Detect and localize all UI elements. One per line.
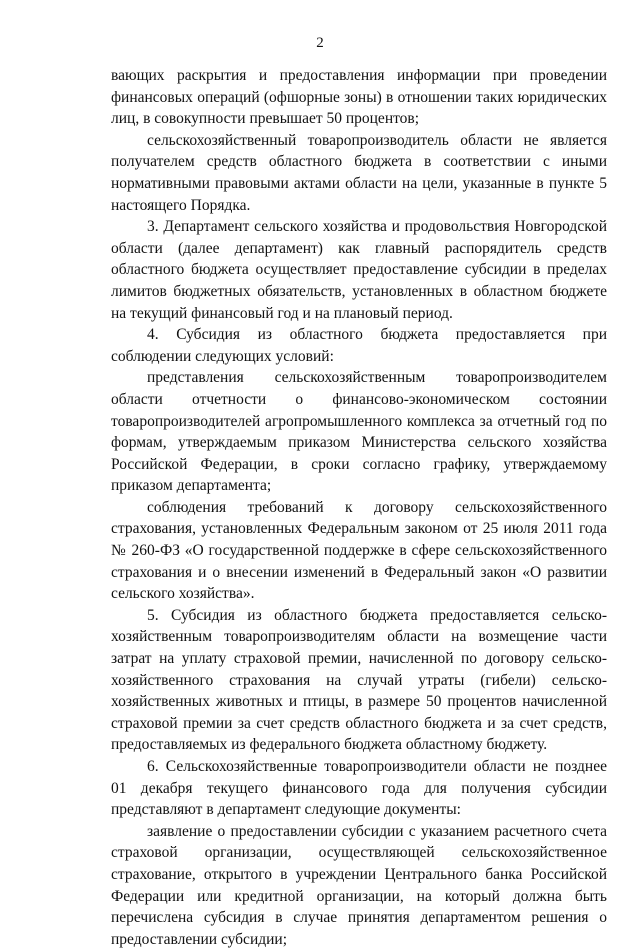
paragraph-application: заявление о предоставлении субсидии с указанием расчетного счета страховой организации, осуществляющей сельскохозяйственное страхование, открытого в учреждении Центрального банка Российской Федерации или кредитной организации, на который должна быть перечислена субсидия в случае принятия департаментом решения о предоставлении субсидии; [111,822,607,948]
paragraph-condition-not-recipient: сельскохозяйственный товаропроизводитель области не является получателем средств областного бюджета в соответствии с иными нормативными правовыми актами области на цели, указанные в пункте 5 настоящего Порядка. [111,131,607,214]
paragraph-3-department: 3. Департамент сельского хозяйства и продовольствия Новгородской области (далее департамент) как главный распорядитель средств областного бюджета осуществляет предоставление субсидии в пределах лимитов бюджетных обязательств, установленных в областном бюджете на текущий финансовый год и на плановый период. [111,218,607,322]
document-body [111,65,607,950]
paragraph-insurance-condition: соблюдения требований к договору сельскохозяйственного страхования, установленных Федеральным законом от 25 июля 2011 года № 260-ФЗ «О государственной поддержке в сфере сельскохозяйственного страхования и о внесении изменений в Федеральный закон «О развитии сельского хозяйства». [111,498,607,603]
paragraph-4-conditions: 4. Субсидия из областного бюджета предоставляется при соблюдении следующих условий: [111,326,607,365]
paragraph-6-documents: 6. Сельскохозяйственные товаропроизводители области не позднее 01 декабря текущего финансового года для получения субсидии представляют в департамент следующие документы: [111,758,607,819]
paragraph-5-subsidy: 5. Субсидия из областного бюджета предоставляется сельскохозяйственным товаропроизводителям области на возмещение части затрат на уплату страховой премии, начисленной по договору сельскохозяйственного страхования на случай утраты (гибели) сельскохозяйственных животных и птицы, в размере 50 процентов начисленной страховой премии за счет средств областного бюджета и за счет средств, предоставляемых из федерального бюджета областному бюджету. [111,606,607,754]
page-number: 2 [316,35,324,51]
paragraph-reporting-condition: представления сельскохозяйственным товаропроизводителем области отчетности о финансово-экономическом состоянии товаропроизводителей агропромышленного комплекса за отчетный год по формам, утверждаемым приказом Министерства сельского хозяйства Российской Федерации, в сроки согласно графику, утверждаемому приказом департамента; [111,369,607,495]
paragraph-continuation: вающих раскрытия и предоставления информации при проведении финансовых операций (офшорные зоны) в отношении таких юридических лиц, в совокупности превышает 50 процентов; [111,67,607,128]
